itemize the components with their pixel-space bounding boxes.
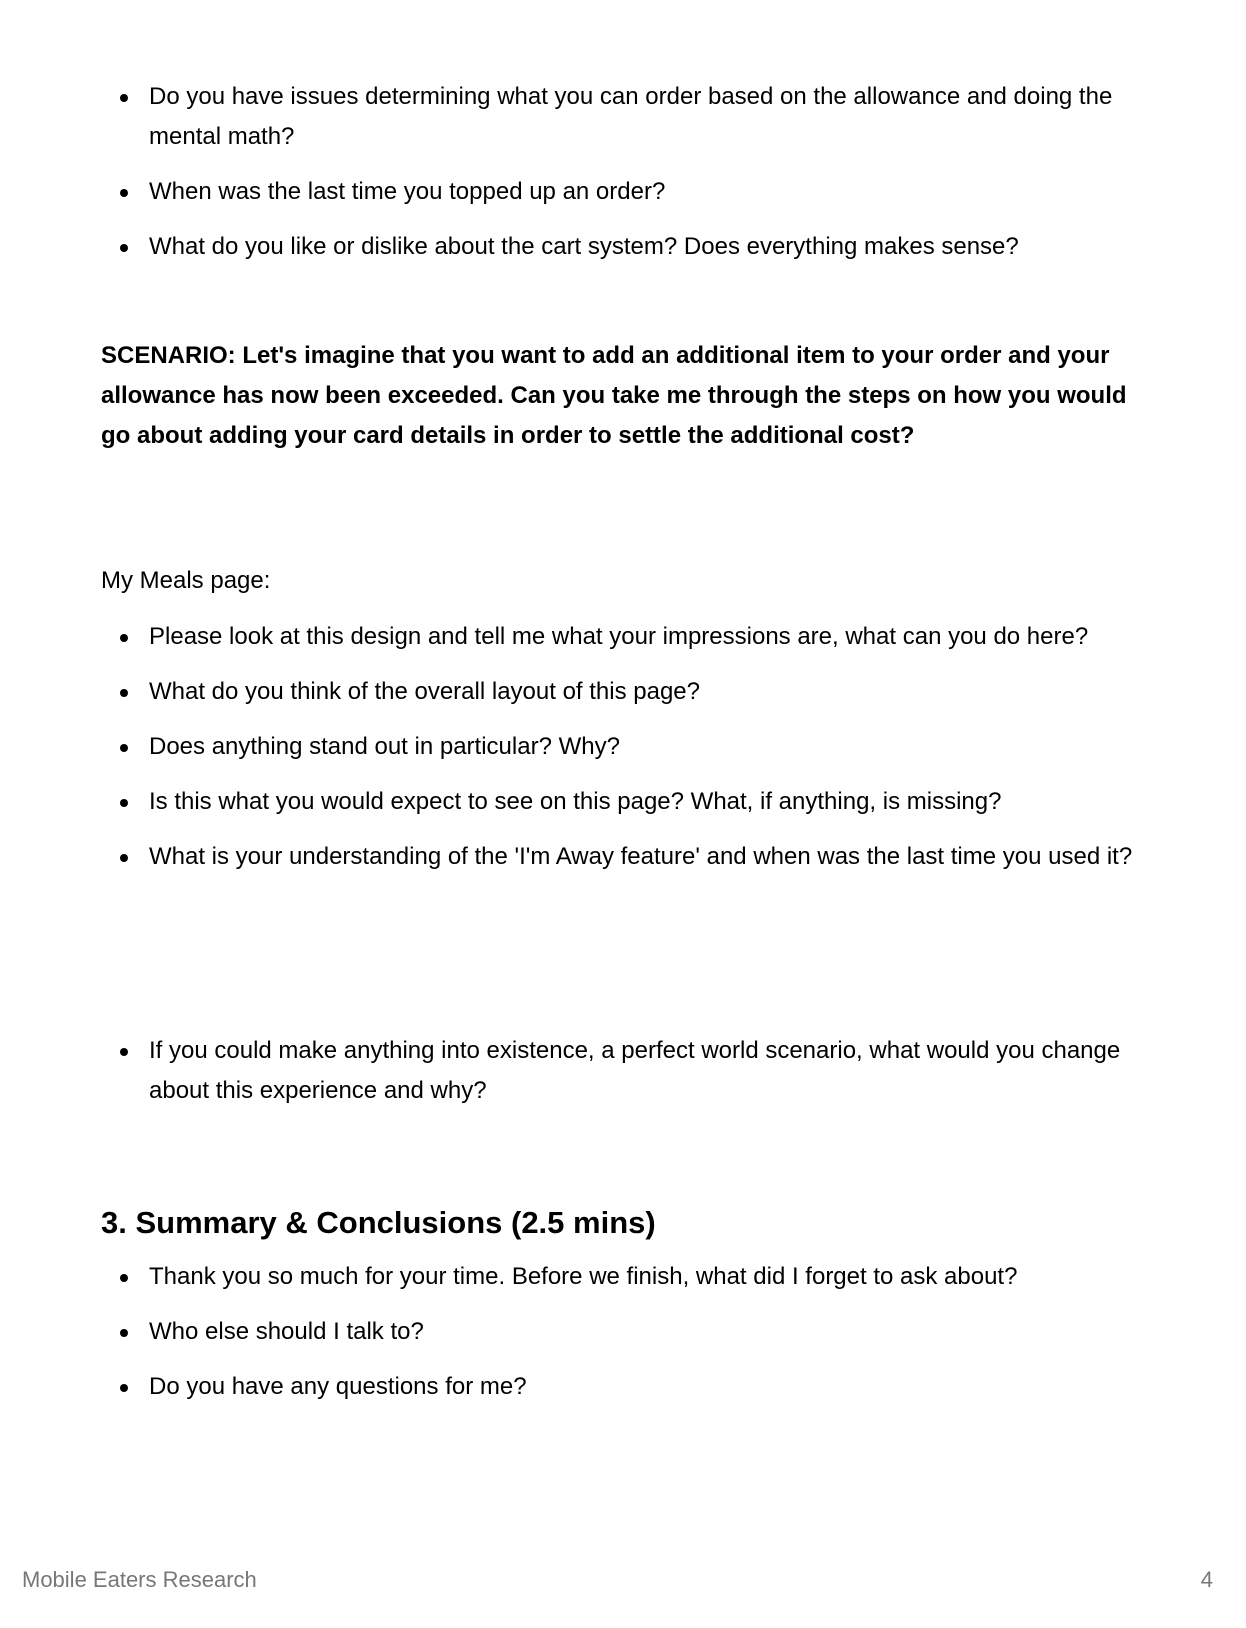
scenario-text: SCENARIO: Let's imagine that you want to add an additional item to your order and your allowance has now been exceeded. Can you take me through the steps on how you would go about adding your card details in order to settle the additional cost? — [101, 342, 1127, 449]
question-list-cart — [101, 77, 1141, 282]
bullet-icon — [120, 744, 128, 752]
list-item: Do you have any questions for me? — [101, 1367, 1141, 1407]
list-item: Please look at this design and tell me what your impressions are, what can you do here? — [101, 617, 1141, 657]
page-number: 4 — [1200, 1567, 1213, 1592]
bullet-icon — [120, 1329, 128, 1337]
bullet-icon — [120, 189, 128, 197]
bullet-icon — [120, 1274, 128, 1282]
list-item: What do you think of the overall layout of this page? — [101, 672, 1141, 712]
bullet-icon — [120, 244, 128, 252]
question-list-perfect-world — [101, 1031, 1141, 1126]
footer-title: Mobile Eaters Research — [22, 1567, 257, 1592]
list-item: Is this what you would expect to see on this page? What, if anything, is missing? — [101, 782, 1141, 822]
list-item: Thank you so much for your time. Before we finish, what did I forget to ask about? — [101, 1257, 1141, 1297]
bullet-icon — [120, 1384, 128, 1392]
question-list-summary — [101, 1257, 1141, 1422]
bullet-icon — [120, 854, 128, 862]
list-item: Do you have issues determining what you can order based on the allowance and doing the mental math? — [101, 77, 1141, 157]
bullet-icon — [120, 634, 128, 642]
list-item: Does anything stand out in particular? Why? — [101, 727, 1141, 767]
bullet-icon — [120, 799, 128, 807]
bullet-icon — [120, 689, 128, 697]
list-item: When was the last time you topped up an order? — [101, 172, 1141, 212]
summary-heading: 3. Summary & Conclusions (2.5 mins) — [101, 1205, 656, 1240]
bullet-icon — [120, 1048, 128, 1056]
my-meals-label: My Meals page: — [101, 567, 271, 594]
list-item: What is your understanding of the 'I'm Away feature' and when was the last time you used it? — [101, 837, 1141, 877]
list-item: If you could make anything into existence, a perfect world scenario, what would you change about this experience and why? — [101, 1031, 1141, 1111]
list-item: Who else should I talk to? — [101, 1312, 1141, 1352]
bullet-icon — [120, 94, 128, 102]
list-item: What do you like or dislike about the cart system? Does everything makes sense? — [101, 227, 1141, 267]
question-list-my-meals — [101, 617, 1141, 892]
